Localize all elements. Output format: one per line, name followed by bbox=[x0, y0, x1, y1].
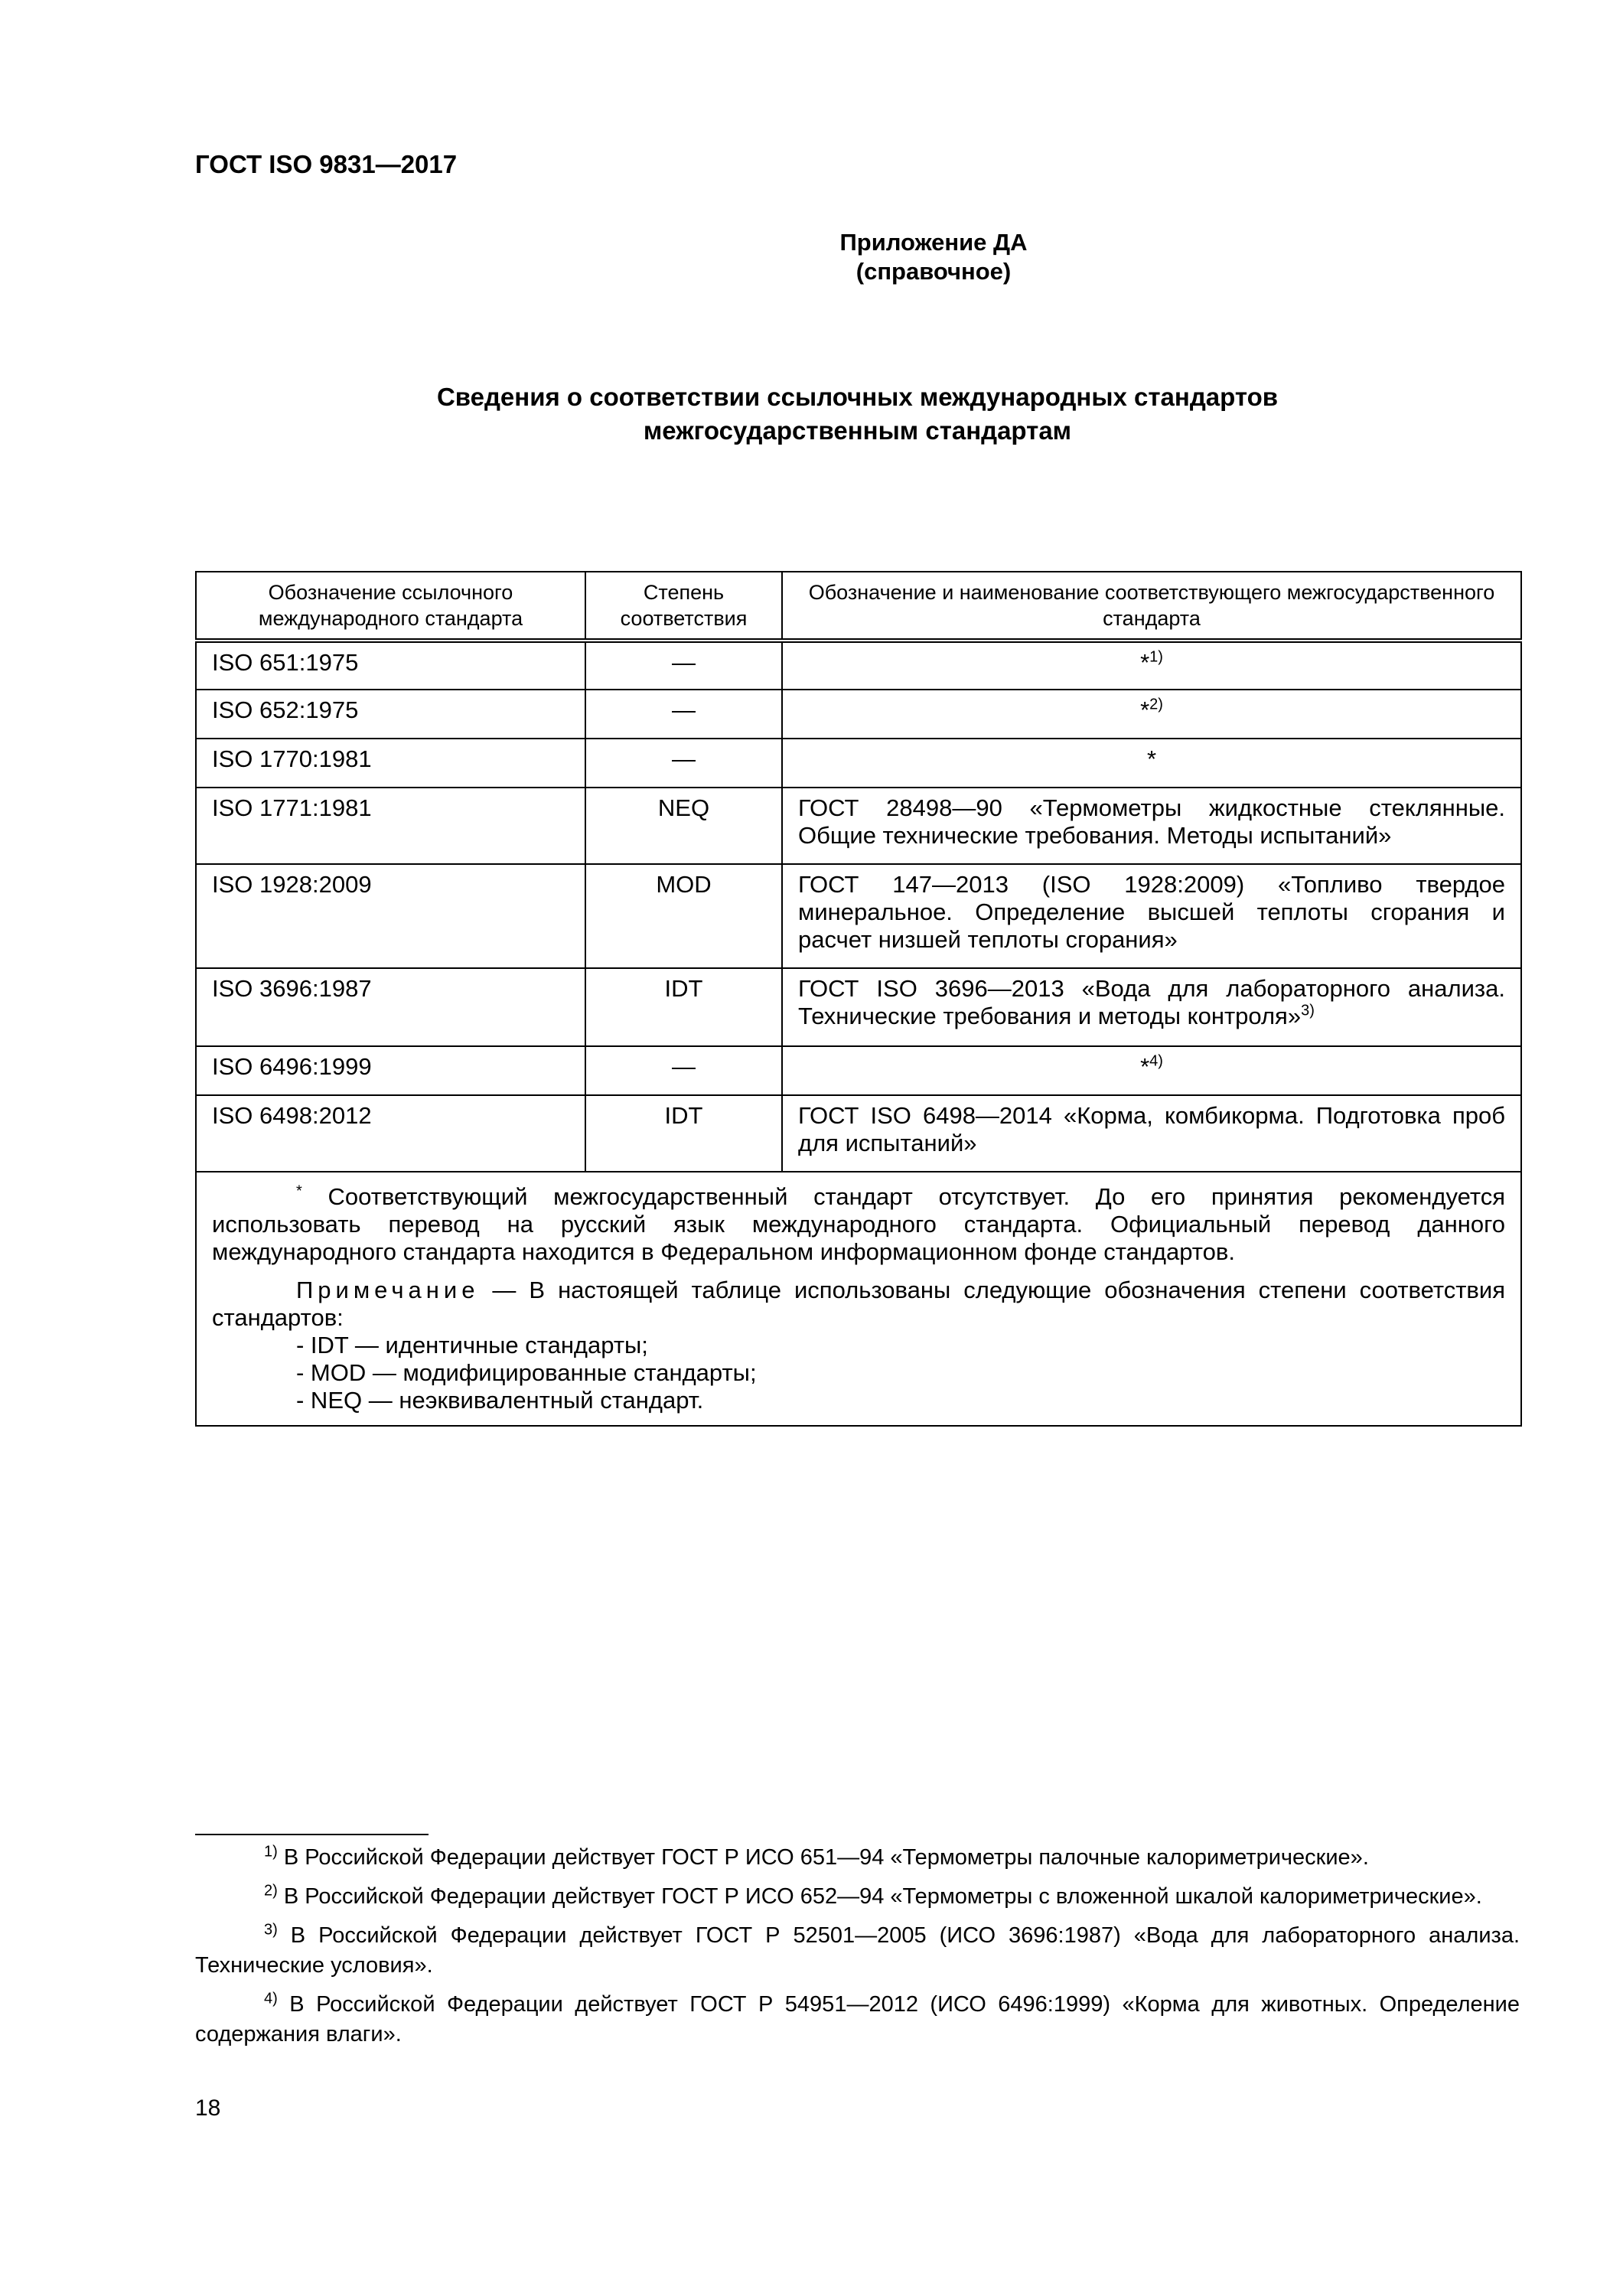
table-row bbox=[196, 968, 1521, 1046]
degree-of-correspondence: — bbox=[585, 739, 782, 788]
reference-standard: ISO 651:1975 bbox=[196, 641, 585, 690]
footnote-ref: 4) bbox=[1149, 1052, 1163, 1070]
table-header-row bbox=[196, 572, 1521, 641]
table-notes-row bbox=[196, 1172, 1521, 1426]
annex-title: Приложение ДА bbox=[839, 229, 1028, 256]
table-notes bbox=[196, 1172, 1521, 1426]
column-header-reference: Обозначение ссылочного международного стандарта bbox=[196, 572, 585, 641]
footnote: $^{1)}$ В Российской Федерации действует ГОСТ Р ИСО 651—94 «Термометры палочные калориметрические». bbox=[264, 1843, 1369, 1870]
footnote-separator bbox=[195, 1834, 429, 1835]
interstate-standard: *$^{2)}$ bbox=[782, 690, 1521, 739]
reference-standard: ISO 1771:1981 bbox=[196, 788, 585, 864]
reference-standard: ISO 652:1975 bbox=[196, 690, 585, 739]
page-number: 18 bbox=[195, 2095, 221, 2121]
degree-of-correspondence: IDT bbox=[585, 1095, 782, 1172]
footnote-ref: 3) bbox=[1301, 1002, 1315, 1019]
interstate-standard: * bbox=[782, 739, 1521, 788]
footnotes bbox=[195, 1843, 1520, 2059]
annex-subtitle: (справочное) bbox=[855, 258, 1012, 285]
table-row bbox=[196, 1095, 1521, 1172]
table-row bbox=[196, 641, 1521, 690]
column-header-gost: Обозначение и наименование соответствующего межгосударственного стандарта bbox=[782, 572, 1521, 641]
table-row bbox=[196, 690, 1521, 739]
asterisk-note: * Соответствующий межгосударственный стандарт отсутствует. До его принятия рекомендуется использовать перевод на русский язык международного стандарта. Официальный перевод данного международного стандарта находится в Федеральном информационном фонде стандартов. bbox=[212, 1182, 1505, 1265]
reference-standard: ISO 6496:1999 bbox=[196, 1046, 585, 1095]
table-row bbox=[196, 864, 1521, 968]
heading-line-2: межгосударственным стандартам bbox=[643, 416, 1072, 445]
note-item-mod: - MOD — модифицированные стандарты; bbox=[296, 1359, 757, 1386]
column-header-degree: Степень соответствия bbox=[585, 572, 782, 641]
interstate-standard: *$^{4)}$ bbox=[782, 1046, 1521, 1095]
degree-of-correspondence: — bbox=[585, 641, 782, 690]
reference-standard: ISO 1770:1981 bbox=[196, 739, 585, 788]
footnote: $^{2)}$ В Российской Федерации действует ГОСТ Р ИСО 652—94 «Термометры с вложенной шкалой калориметрические». bbox=[264, 1882, 1482, 1909]
footnote-ref: 1) bbox=[1149, 648, 1163, 666]
interstate-standard: ГОСТ 147—2013 (ISO 1928:2009) «Топливо твердое минеральное. Определение высшей теплоты сгорания и расчет низшей теплоты сгорания» bbox=[782, 864, 1521, 968]
degree-of-correspondence: IDT bbox=[585, 968, 782, 1046]
degree-of-correspondence: MOD bbox=[585, 864, 782, 968]
annex-title-block bbox=[673, 228, 1194, 286]
footnote-ref: 2) bbox=[1149, 696, 1163, 713]
reference-standard: ISO 1928:2009 bbox=[196, 864, 585, 968]
degree-of-correspondence: — bbox=[585, 690, 782, 739]
document-code: ГОСТ ISO 9831—2017 bbox=[195, 150, 458, 178]
note-paragraph: Примечание — В настоящей таблице использованы следующие обозначения степени соответствия стандартов: bbox=[212, 1277, 1505, 1331]
table-row bbox=[196, 1046, 1521, 1095]
footnote: $^{4)}$ В Российской Федерации действует ГОСТ Р 54951—2012 (ИСО 6496:1999) «Корма для животных. Определение содержания влаги». bbox=[195, 1990, 1520, 2047]
note-label: Примечание bbox=[296, 1277, 480, 1303]
note-list bbox=[212, 1332, 1505, 1414]
interstate-standard: *$^{1)}$ bbox=[782, 641, 1521, 690]
table-row bbox=[196, 739, 1521, 788]
degree-of-correspondence: — bbox=[585, 1046, 782, 1095]
reference-standard: ISO 3696:1987 bbox=[196, 968, 585, 1046]
section-heading bbox=[195, 380, 1520, 448]
interstate-standard: ГОСТ ISO 3696—2013 «Вода для лабораторного анализа. Технические требования и методы контроля»$^{3)}$ bbox=[782, 968, 1521, 1046]
heading-line-1: Сведения о соответствии ссылочных международных стандартов bbox=[436, 383, 1279, 411]
degree-of-correspondence: NEQ bbox=[585, 788, 782, 864]
interstate-standard: ГОСТ ISO 6498—2014 «Корма, комбикорма. Подготовка проб для испытаний» bbox=[782, 1095, 1521, 1172]
asterisk-mark: * bbox=[296, 1182, 302, 1200]
note-item-idt: - IDT — идентичные стандарты; bbox=[296, 1332, 648, 1358]
correspondence-table bbox=[195, 571, 1522, 1427]
reference-standard: ISO 6498:2012 bbox=[196, 1095, 585, 1172]
note-item-neq: - NEQ — неэквивалентный стандарт. bbox=[296, 1387, 704, 1414]
interstate-standard: ГОСТ 28498—90 «Термометры жидкостные стеклянные. Общие технические требования. Методы испытаний» bbox=[782, 788, 1521, 864]
footnote: $^{3)}$ В Российской Федерации действует ГОСТ Р 52501—2005 (ИСО 3696:1987) «Вода для лабораторного анализа. Технические условия». bbox=[195, 1921, 1520, 1978]
table-row bbox=[196, 788, 1521, 864]
